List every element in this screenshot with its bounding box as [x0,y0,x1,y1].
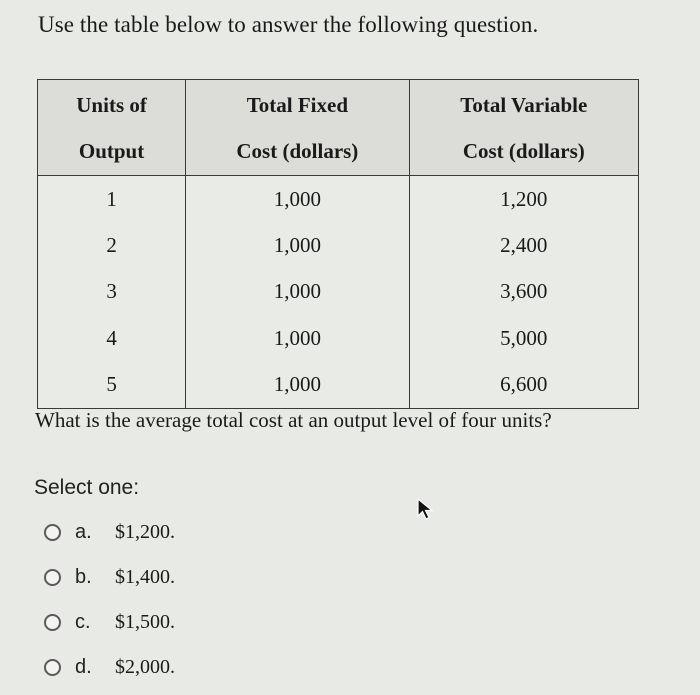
table-row [38,361,639,408]
fixed-cost-cell: 1,000 [186,361,409,408]
variable-cost-cell: 1,200 [409,176,638,223]
option-b[interactable] [44,555,175,600]
variable-cost-cell: 2,400 [409,223,638,269]
table-row [38,315,639,361]
header-line: Output [78,138,145,163]
option-letter: d. [75,656,92,678]
fixed-cost-cell: 1,000 [186,176,409,223]
select-one-label: Select one: [34,476,140,499]
header-line: Cost (dollars) [236,138,359,163]
table-row [38,269,639,315]
mouse-cursor-icon [416,497,436,521]
radio-button-d[interactable] [44,659,61,676]
header-line: Units of [76,92,147,117]
header-line: Total Fixed [246,92,349,117]
units-cell: 3 [38,269,186,315]
fixed-cost-cell: 1,000 [186,315,409,361]
table-header-row [38,80,639,176]
header-units-of-output [38,80,186,176]
option-text: $2,000. [115,656,175,678]
option-letter: a. [75,521,92,543]
cost-table-container [37,79,639,409]
units-cell: 1 [38,176,186,223]
header-line: Cost (dollars) [462,138,585,163]
variable-cost-cell: 6,600 [409,361,638,408]
units-cell: 5 [38,361,186,408]
radio-button-c[interactable] [44,614,61,631]
header-line: Total Variable [460,92,588,117]
fixed-cost-cell: 1,000 [186,223,409,269]
instructions-text: Use the table below to answer the following question. [38,12,539,37]
radio-button-b[interactable] [44,569,61,586]
option-letter: c. [75,611,91,633]
header-total-fixed-cost [186,80,409,176]
table-row [38,176,639,223]
option-d[interactable] [44,645,175,690]
table-row [38,223,639,269]
option-text: $1,500. [115,611,175,633]
option-letter: b. [75,566,92,588]
header-total-variable-cost [409,80,638,176]
option-a[interactable] [44,510,175,555]
option-text: $1,200. [115,521,175,543]
radio-button-a[interactable] [44,524,61,541]
variable-cost-cell: 5,000 [409,315,638,361]
cost-table [37,79,639,409]
variable-cost-cell: 3,600 [409,269,638,315]
answer-options [44,510,175,690]
units-cell: 4 [38,315,186,361]
question-text: What is the average total cost at an output level of four units? [35,408,552,432]
fixed-cost-cell: 1,000 [186,269,409,315]
option-c[interactable] [44,600,175,645]
option-text: $1,400. [115,566,175,588]
units-cell: 2 [38,223,186,269]
